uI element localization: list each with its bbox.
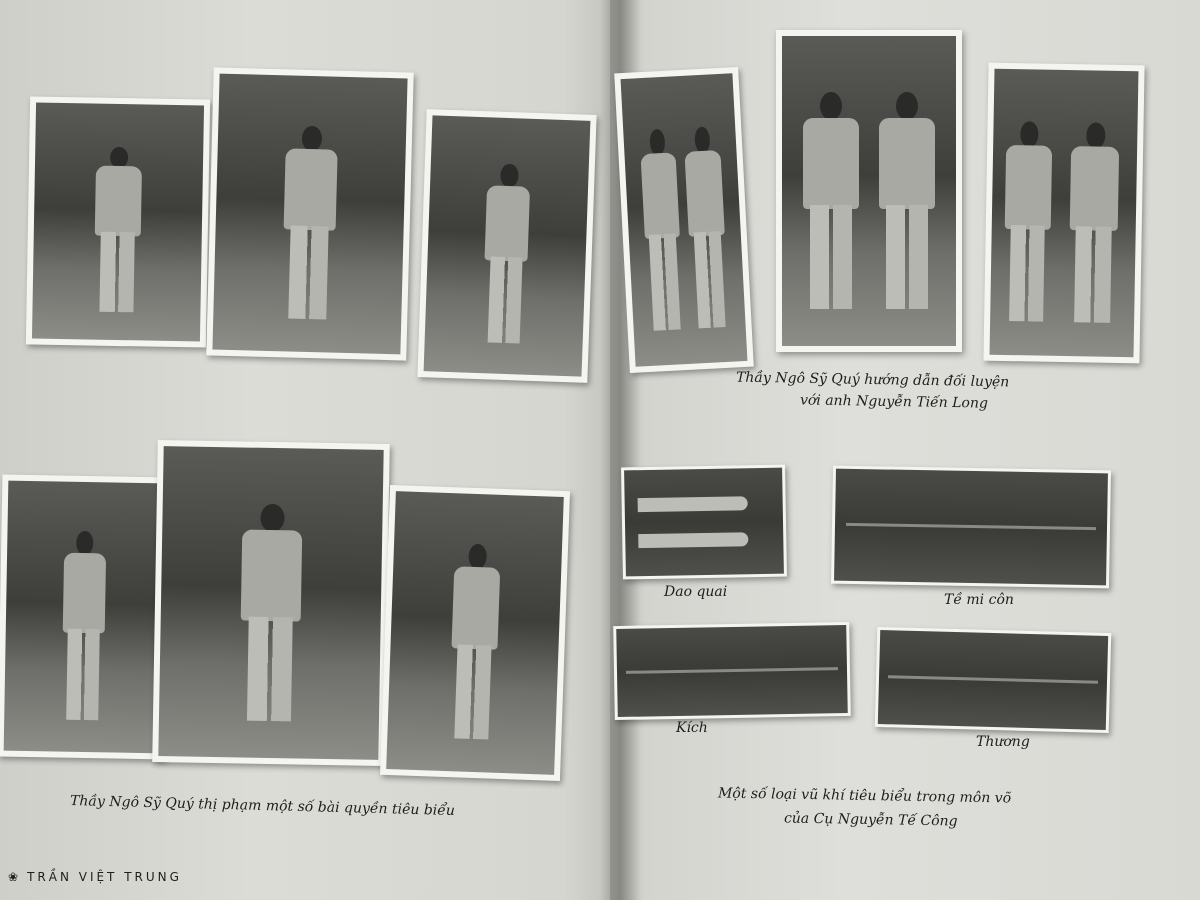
weapons-caption-line1: Một số loại vũ khí tiêu biểu trong môn võ: [717, 785, 1012, 807]
author-name: TRẦN VIỆT TRUNG: [27, 870, 182, 884]
photo-sparring-2: [776, 30, 962, 352]
weapon-label-dao-quai: Dao quai: [664, 584, 728, 600]
photo-stance-1: [26, 96, 210, 347]
photo-weapon-te-mi-con: [831, 466, 1111, 589]
weapon-label-te-mi-con: Tề mi côn: [944, 592, 1014, 608]
photo-sparring-1: [614, 67, 754, 373]
photo-sparring-3: [983, 63, 1144, 364]
photo-weapon-kich: [613, 622, 851, 720]
weapon-label-kich: Kích: [676, 720, 708, 736]
photo-weapon-dao-quai: [621, 465, 787, 580]
weapons-caption-line2: của Cụ Nguyễn Tế Công: [783, 810, 958, 830]
sparring-caption-line1: Thầy Ngô Sỹ Quý hướng dẫn đối luyện: [735, 369, 1010, 391]
author-footer: [8, 870, 182, 884]
photo-weapon-thuong: [875, 627, 1112, 733]
weapon-label-thuong: Thương: [976, 734, 1030, 750]
photo-form-1: [0, 475, 170, 760]
left-caption: Thầy Ngô Sỹ Quý thị phạm một số bài quyền tiêu biểu: [69, 792, 456, 820]
photo-stance-2: [206, 67, 413, 360]
photo-form-3: [380, 485, 570, 781]
photo-form-2: [152, 440, 390, 766]
sparring-caption-line2: với anh Nguyễn Tiến Long: [799, 392, 989, 412]
photo-stance-3: [417, 109, 596, 383]
ornament-icon: ❀: [8, 870, 22, 884]
